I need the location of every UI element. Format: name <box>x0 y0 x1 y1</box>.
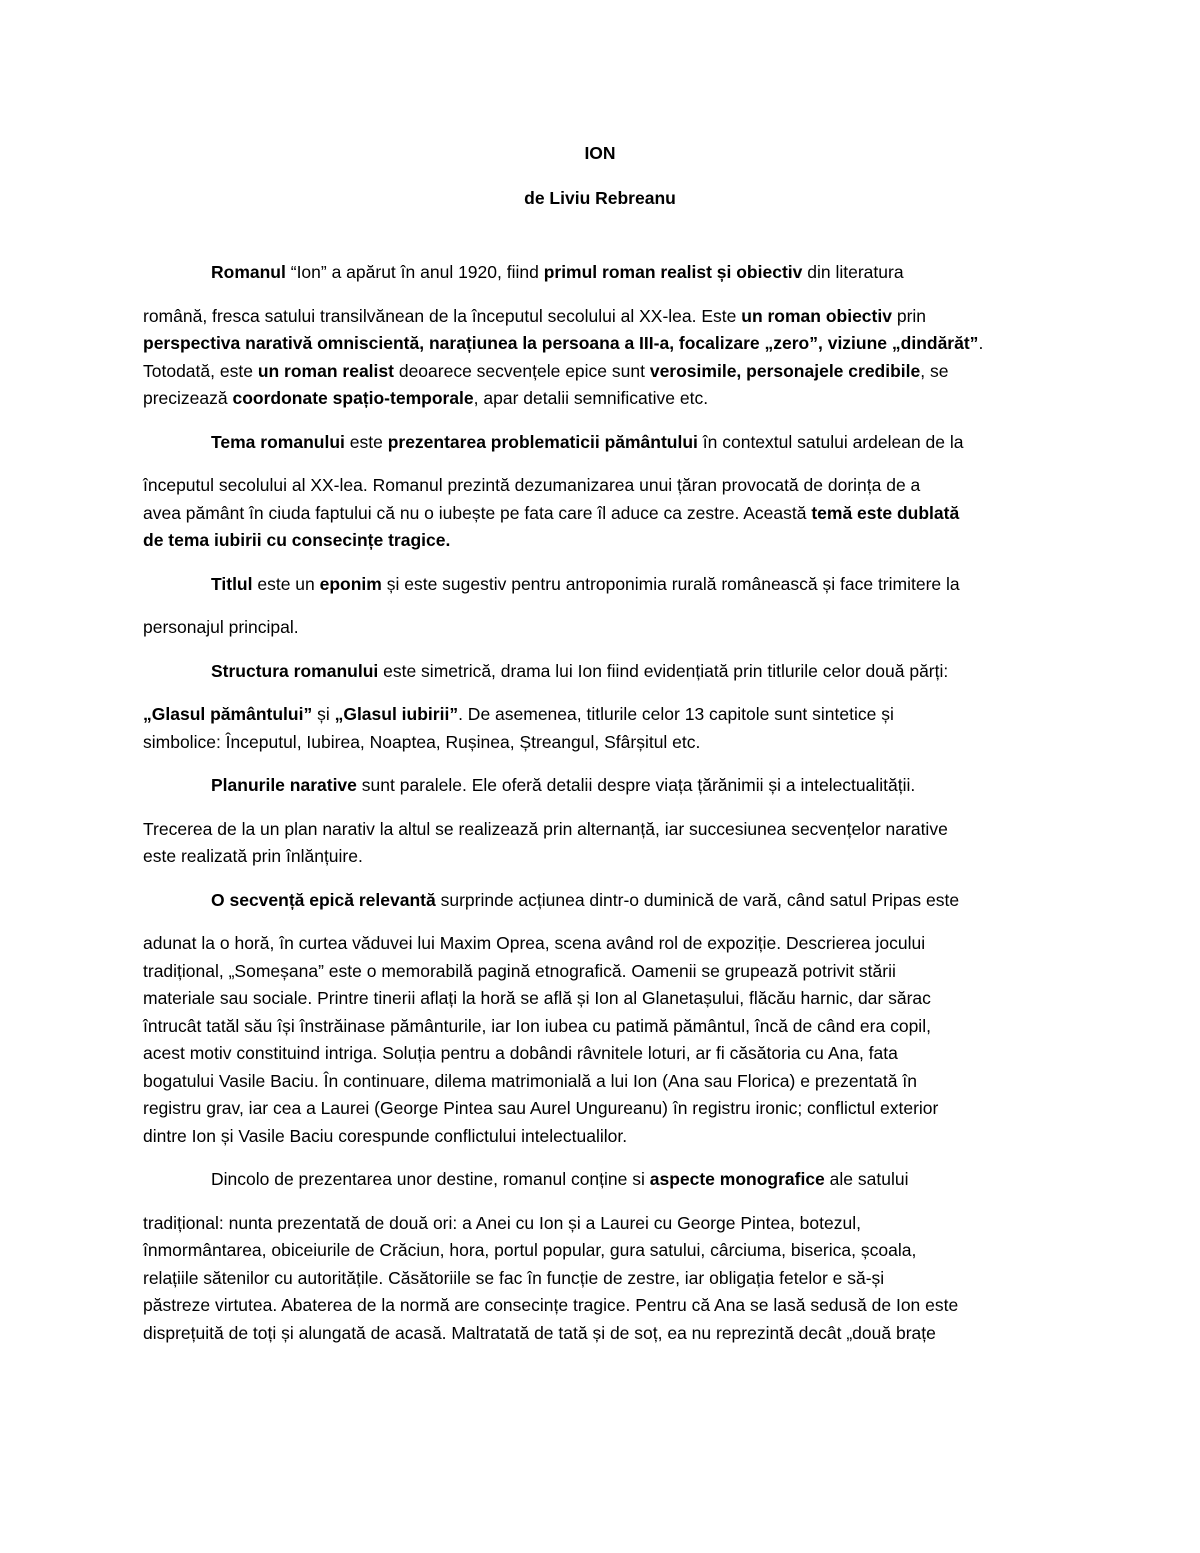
text-run: , apar detalii semnificative etc. <box>473 388 709 408</box>
text-run: și este sugestiv pentru antroponimia rurală românească și face trimitere la <box>381 573 960 594</box>
text-run: din literatura <box>802 262 904 282</box>
bold-text-run: Romanul <box>211 262 286 282</box>
text-line <box>143 1320 1057 1348</box>
bold-text-run: „Glasul pământului” <box>143 704 313 724</box>
text-line <box>143 1068 1057 1096</box>
bold-text-run: verosimile, personajele credibile <box>649 360 921 381</box>
text-run: avea pământ în ciuda faptului că nu o iubește pe fata care îl aduce ca zestre. Această <box>143 502 812 523</box>
text-line <box>143 1237 1057 1265</box>
text-run: întrucât tatăl său își înstrăinase pământurile, iar Ion iubea cu patimă pământul, încă de când era copil, <box>143 1015 931 1036</box>
bold-text-run: Titlul <box>211 573 253 594</box>
text-run: ale satului <box>824 1169 909 1189</box>
text-line <box>143 527 1057 555</box>
bold-text-run: Structura romanului <box>211 660 379 681</box>
paragraph-body <box>143 930 1057 1150</box>
bold-text-run: temă este dublată <box>811 502 960 523</box>
text-run: . De asemenea, titlurile celor 13 capitole sunt sintetice și <box>458 704 894 724</box>
text-run: este un <box>252 573 320 594</box>
text-line <box>143 1095 1057 1123</box>
text-run: registru grav, iar cea a Laurei (George Pintea sau Aurel Ungureanu) în registru ironic; conflictul exterior <box>143 1098 939 1118</box>
text-run: materiale sau sociale. Printre tinerii aflați la horă se află și Ion al Glanetașului, flăcău harnic, dar sărac <box>143 988 931 1008</box>
bold-text-run: prezentarea problematicii pământului <box>387 431 698 452</box>
bold-text-run: un roman realist <box>257 360 394 381</box>
text-line <box>143 303 1057 331</box>
text-line <box>143 958 1057 986</box>
text-line <box>143 472 1057 500</box>
text-line <box>143 729 1057 757</box>
text-run: tradițional, „Someșana” este o memorabilă pagină etnografică. Oamenii se grupează potrivit stării <box>143 960 896 981</box>
text-run: relațiile sătenilor cu autoritățile. Căsătoriile se fac în funcție de zestre, iar obligația fetelor e să-și <box>143 1267 885 1288</box>
text-run: tradițional: nunta prezentată de două ori: a Anei cu Ion și a Laurei cu George Pintea, botezul, <box>143 1212 861 1233</box>
document-author: de Liviu Rebreanu <box>524 188 676 208</box>
paragraph-body <box>143 816 1057 871</box>
paragraph-opening-line <box>143 259 1057 287</box>
paragraph-body <box>143 1210 1057 1348</box>
bold-text-run: O secvență epică relevantă <box>211 889 436 910</box>
bold-text-run: „Glasul iubirii” <box>334 704 459 724</box>
text-line <box>143 1040 1057 1068</box>
document-title: ION <box>584 143 616 163</box>
text-line <box>143 701 1057 729</box>
paragraph-body <box>143 472 1057 555</box>
text-line <box>143 1265 1057 1293</box>
text-line <box>143 816 1057 844</box>
text-run: surprinde acțiunea dintr-o duminică de vară, când satul Pripas este <box>435 889 960 910</box>
paragraph-opening-line <box>143 1166 1057 1194</box>
text-run: în contextul satului ardelean de la <box>697 431 964 452</box>
text-run: este realizată prin înlănțuire. <box>143 846 363 866</box>
text-line <box>143 1210 1057 1238</box>
bold-text-run: un roman obiectiv <box>741 305 892 326</box>
text-run: “Ion” a apărut în anul 1920, fiind <box>285 262 544 282</box>
text-run: Trecerea de la un plan narativ la altul se realizează prin alternanță, iar succesiunea secvențelor narative <box>143 818 948 839</box>
text-run: păstreze virtutea. Abaterea de la normă are consecințe tragice. Pentru că Ana se lasă sedusă de Ion este <box>143 1295 959 1315</box>
text-line <box>143 1292 1057 1320</box>
bold-text-run: aspecte monografice <box>649 1169 825 1189</box>
text-run: sunt paralele. Ele oferă detalii despre viața țărănimii și a intelectualității. <box>356 775 916 795</box>
document-body <box>143 259 1057 1347</box>
paragraph-body <box>143 303 1057 413</box>
bold-text-run: de tema iubirii cu consecințe tragice. <box>143 530 451 550</box>
text-run: , se <box>920 360 949 381</box>
text-line <box>143 1013 1057 1041</box>
text-line <box>143 385 1057 413</box>
paragraph-body <box>143 614 1057 642</box>
text-line <box>143 500 1057 528</box>
text-line <box>143 614 1057 642</box>
text-run: . <box>978 333 984 353</box>
bold-text-run: Tema romanului <box>211 431 345 452</box>
text-run: și <box>312 704 335 724</box>
text-run: simbolice: Începutul, Iubirea, Noaptea, Rușinea, Ștreangul, Sfârșitul etc. <box>143 731 701 752</box>
text-line <box>143 930 1057 958</box>
paragraph-opening-line <box>143 429 1057 457</box>
text-run: prin <box>891 305 927 326</box>
text-run: precizează <box>143 388 233 408</box>
text-run: este simetrică, drama lui Ion fiind evidențiată prin titlurile celor două părți: <box>378 660 949 681</box>
text-run: este <box>344 431 388 452</box>
text-run: dintre Ion și Vasile Baciu corespunde conflictului intelectualilor. <box>143 1125 628 1146</box>
bold-text-run: primul roman realist și obiectiv <box>543 262 803 282</box>
text-run: acest motiv constituind intriga. Soluția pentru a dobândi râvnitele loturi, ar fi căsătoria cu Ana, fata <box>143 1043 898 1063</box>
text-line <box>143 1123 1057 1151</box>
text-run: disprețuită de toți și alungată de acasă. Maltratată de tată și de soț, ea nu reprezintă decât „două brațe <box>143 1322 936 1343</box>
text-line <box>143 843 1057 871</box>
paragraph-body <box>143 701 1057 756</box>
text-run: bogatului Vasile Baciu. În continuare, dilema matrimonială a lui Ion (Ana sau Florica) e prezentată în <box>143 1070 917 1091</box>
bold-text-run: Planurile narative <box>211 775 357 795</box>
bold-text-run: coordonate spațio-temporale <box>232 388 474 408</box>
text-line <box>143 358 1057 386</box>
text-run: română, fresca satului transilvănean de la începutul secolului al XX-lea. Este <box>143 305 742 326</box>
text-run: începutul secolului al XX-lea. Romanul prezintă dezumanizarea unui țăran provocată de dorința de a <box>143 475 921 495</box>
text-run: deoarece secvențele epice sunt <box>393 360 650 381</box>
text-line <box>143 330 1057 358</box>
bold-text-run: eponim <box>319 573 382 594</box>
text-line <box>143 985 1057 1013</box>
text-run: înmormântarea, obiceiurile de Crăciun, hora, portul popular, gura satului, cârciuma, biserica, școala, <box>143 1240 917 1260</box>
bold-text-run: perspectiva narativă omniscientă, narațiunea la persoana a III-a, focalizare „zero”, viziune „dindărăt” <box>143 333 979 353</box>
text-run: personajul principal. <box>143 617 299 637</box>
document-page <box>143 140 1057 1363</box>
text-run: Totodată, este <box>143 360 258 381</box>
text-run: Dincolo de prezentarea unor destine, romanul conține si <box>211 1169 650 1189</box>
paragraph-opening-line <box>143 571 1057 599</box>
text-run: adunat la o horă, în curtea văduvei lui Maxim Oprea, scena având rol de expoziție. Descrierea jocului <box>143 933 926 953</box>
paragraph-opening-line <box>143 658 1057 686</box>
paragraph-opening-line <box>143 772 1057 800</box>
paragraph-opening-line <box>143 887 1057 915</box>
